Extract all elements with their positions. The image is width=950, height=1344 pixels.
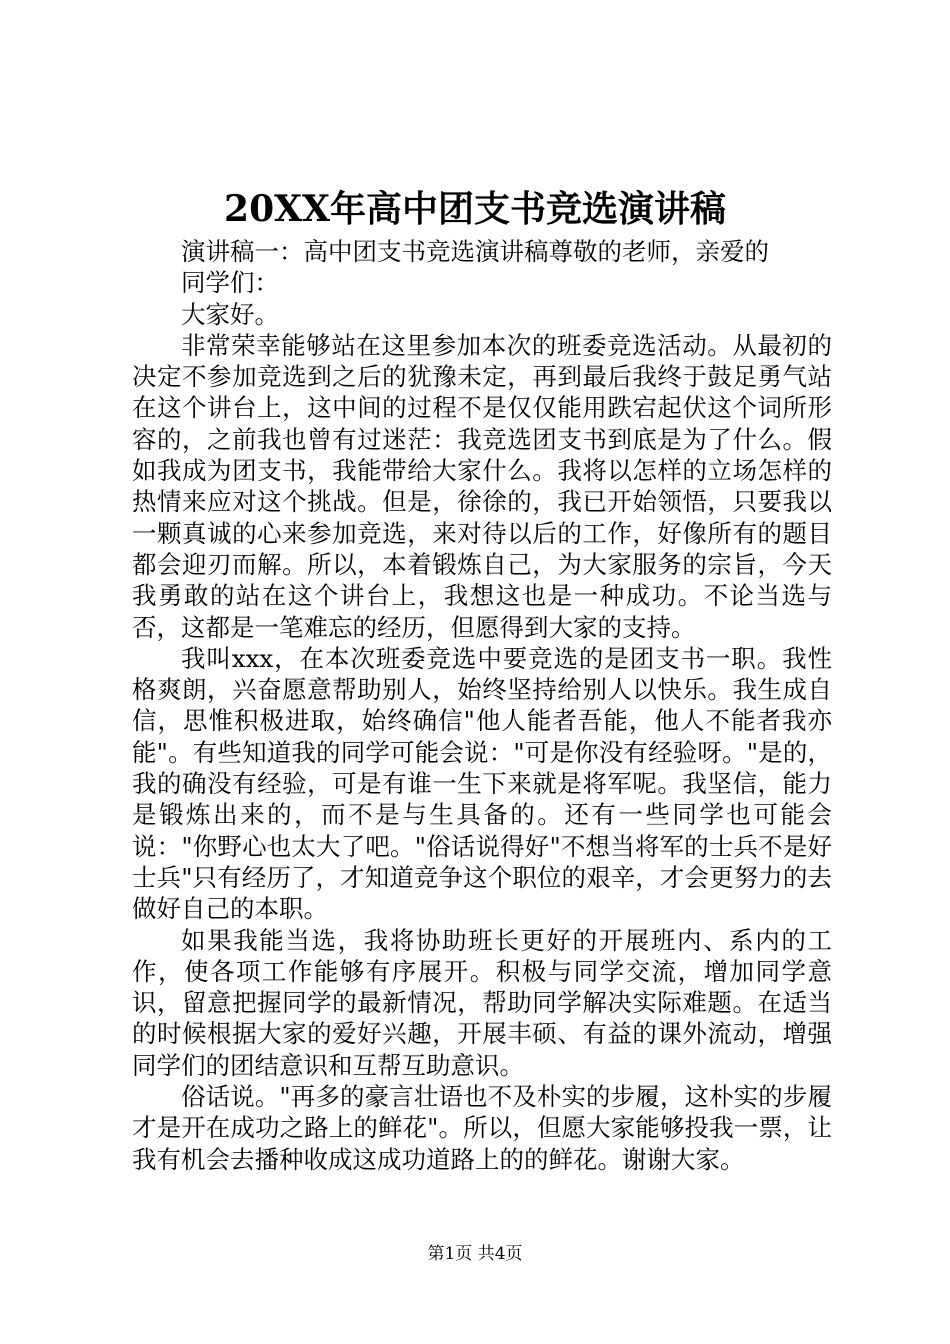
intro-line: 演讲稿一：高中团支书竞选演讲稿尊敬的老师，亲爱的 <box>181 237 769 266</box>
paragraph: 俗话说。"再多的豪言壮语也不及朴实的步履，这朴实的步履才是开在成功之路上的鲜花"。所以，但愿大家能够投我一票，让我有机会去播种收成这成功道路上的的鲜花。谢谢大家。 <box>132 1082 832 1174</box>
document-body <box>132 236 832 1175</box>
greeting: 大家好。 <box>181 299 279 329</box>
paragraph: 我叫xxx，在本次班委竞选中要竞选的是团支书一职。我性格爽朗，兴奋愿意帮助别人，始终坚持给别人以快乐。我生成自信，思惟积极进取，始终确信"他人能者吾能，他人不能者我亦能"。有些知道我的同学可能会说："可是你没有经验呀。"是的，我的确没有经验，可是有谁一生下来就是将军呢。我坚信，能力是锻炼出来的，而不是与生具备的。还有一些同学也可能会说："你野心也太大了吧。"俗话说得好"不想当将军的士兵不是好士兵"只有经历了，才知道竞争这个职位的艰辛，才会更努力的去做好自己的本职。 <box>132 643 832 924</box>
intro-line: 同学们： <box>181 268 279 298</box>
paragraph: 如果我能当选，我将协助班长更好的开展班内、系内的工作，使各项工作能够有序展开。积极与同学交流，增加同学意识，留意把握同学的最新情况，帮助同学解决实际难题。在适当的时候根据大家的爱好兴趣，开展丰硕、有益的课外流动，增强同学们的团结意识和互帮互助意识。 <box>132 925 832 1080</box>
document-title: 20XX年高中团支书竞选演讲稿 <box>224 188 726 230</box>
page-number-footer: 第1页 共4页 <box>427 1244 523 1264</box>
paragraph: 非常荣幸能够站在这里参加本次的班委竞选活动。从最初的决定不参加竞选到之后的犹豫未定，再到最后我终于鼓足勇气站在这个讲台上，这中间的过程不是仅仅能用跌宕起伏这个词所形容的，之前我也曾有过迷茫：我竞选团支书到底是为了什么。假如我成为团支书，我能带给大家什么。我将以怎样的立场怎样的热情来应对这个挑战。但是，徐徐的，我已开始领悟，只要我以一颗真诚的心来参加竞选，来对待以后的工作，好像所有的题目都会迎刃而解。所以，本着锻炼自己，为大家服务的宗旨，今天我勇敢的站在这个讲台上，我想这也是一种成功。不论当选与否，这都是一笔难忘的经历，但愿得到大家的支持。 <box>132 330 832 642</box>
intro-block <box>132 236 832 330</box>
